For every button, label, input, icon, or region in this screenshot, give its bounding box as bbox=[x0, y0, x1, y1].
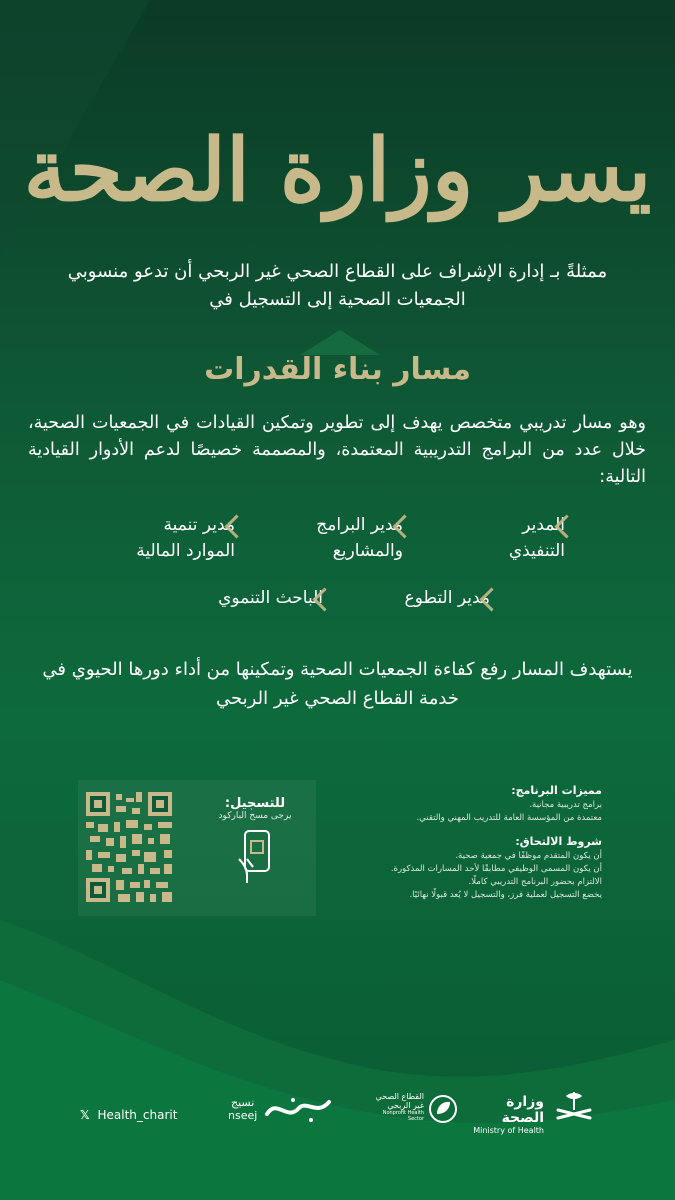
moh-ar: وزارة الصحة bbox=[501, 1094, 544, 1126]
conditions-line: يخضع التسجيل لعملية فرز، والتسجيل لا يُعد قبولًا نهائيًا. bbox=[409, 890, 602, 900]
conditions-line: أن يكون المتقدم موظفًا في جمعية صحية. bbox=[455, 851, 602, 861]
social-handle[interactable] bbox=[80, 1108, 177, 1122]
role-line1: مدير التطوع bbox=[404, 588, 490, 608]
role-executive-director bbox=[509, 512, 565, 564]
x-icon: 𝕏 bbox=[80, 1108, 90, 1122]
role-line1: مدير تنمية bbox=[163, 515, 235, 535]
role-financial-manager bbox=[136, 512, 235, 564]
moh-en: Ministry of Health bbox=[473, 1126, 544, 1135]
nseej-logo bbox=[228, 1094, 344, 1124]
nseej-ar: نسيج bbox=[231, 1096, 255, 1109]
features-line: معتمدة من المؤسسة العامة للتدريب المهني والتقني. bbox=[416, 813, 602, 823]
role-volunteer-manager bbox=[405, 585, 490, 611]
headline: يسر وزارة الصحة bbox=[23, 120, 652, 221]
program-features bbox=[330, 784, 602, 902]
sector-ar1: القطاع الصحي bbox=[375, 1092, 424, 1101]
leaf-icon bbox=[428, 1094, 458, 1124]
registration-subtitle: يرجى مسح الباركود bbox=[218, 811, 292, 821]
qr-code[interactable] bbox=[86, 792, 172, 902]
nonprofit-sector-logo bbox=[368, 1092, 424, 1122]
handle-text: Health_charit bbox=[97, 1108, 178, 1122]
role-line2: التنفيذي bbox=[508, 541, 565, 561]
sector-ar2: غير الربحي bbox=[387, 1101, 424, 1110]
moh-logo bbox=[464, 1094, 544, 1135]
features-line: برامج تدريبية مجانية. bbox=[529, 800, 602, 810]
role-line2: الموارد المالية bbox=[136, 541, 235, 561]
registration-block bbox=[200, 796, 310, 889]
nseej-en: nseej bbox=[228, 1109, 258, 1122]
track-title: مسار بناء القدرات bbox=[204, 352, 471, 387]
role-line2: والمشاريع bbox=[332, 541, 403, 561]
conditions-title: شروط الالتحاق: bbox=[515, 835, 602, 848]
nseej-mark-icon bbox=[263, 1094, 333, 1124]
track-description: وهو مسار تدريبي متخصص يهدف إلى تطوير وتمكين القيادات في الجمعيات الصحية، خلال عدد من البرامج التدريبية المعتمدة، والمصممة خصيصًا لدعم الأدوار القيادية التالية: bbox=[28, 413, 646, 487]
role-line1: مدير البرامج bbox=[316, 515, 403, 535]
conditions-line: الالتزام بحضور البرنامج التدريبي كاملًا. bbox=[468, 877, 602, 887]
phone-scan-icon bbox=[235, 829, 275, 885]
role-programs-manager bbox=[316, 512, 403, 564]
role-line1: الباحث التنموي bbox=[218, 588, 323, 608]
role-line1: المدير bbox=[522, 515, 565, 535]
registration-title: للتسجيل: bbox=[224, 796, 286, 811]
intro-text: ممثلةً بـ إدارة الإشراف على القطاع الصحي غير الربحي أن تدعو منسوبي الجمعيات الصحية إلى التسجيل في bbox=[67, 261, 608, 310]
role-development-researcher bbox=[218, 585, 323, 611]
sector-en: Nonprofit Health Sector bbox=[382, 1110, 424, 1122]
saudi-emblem-icon bbox=[552, 1088, 596, 1128]
conditions-line: أن يكون المسمى الوظيفي مطابقًا لأحد المسارات المذكورة. bbox=[390, 864, 602, 874]
features-title: مميزات البرنامج: bbox=[511, 784, 602, 797]
goal-text: يستهدف المسار رفع كفاءة الجمعيات الصحية وتمكينها من أداء دورها الحيوي في خدمة القطاع الصحي غير الربحي bbox=[42, 659, 633, 709]
